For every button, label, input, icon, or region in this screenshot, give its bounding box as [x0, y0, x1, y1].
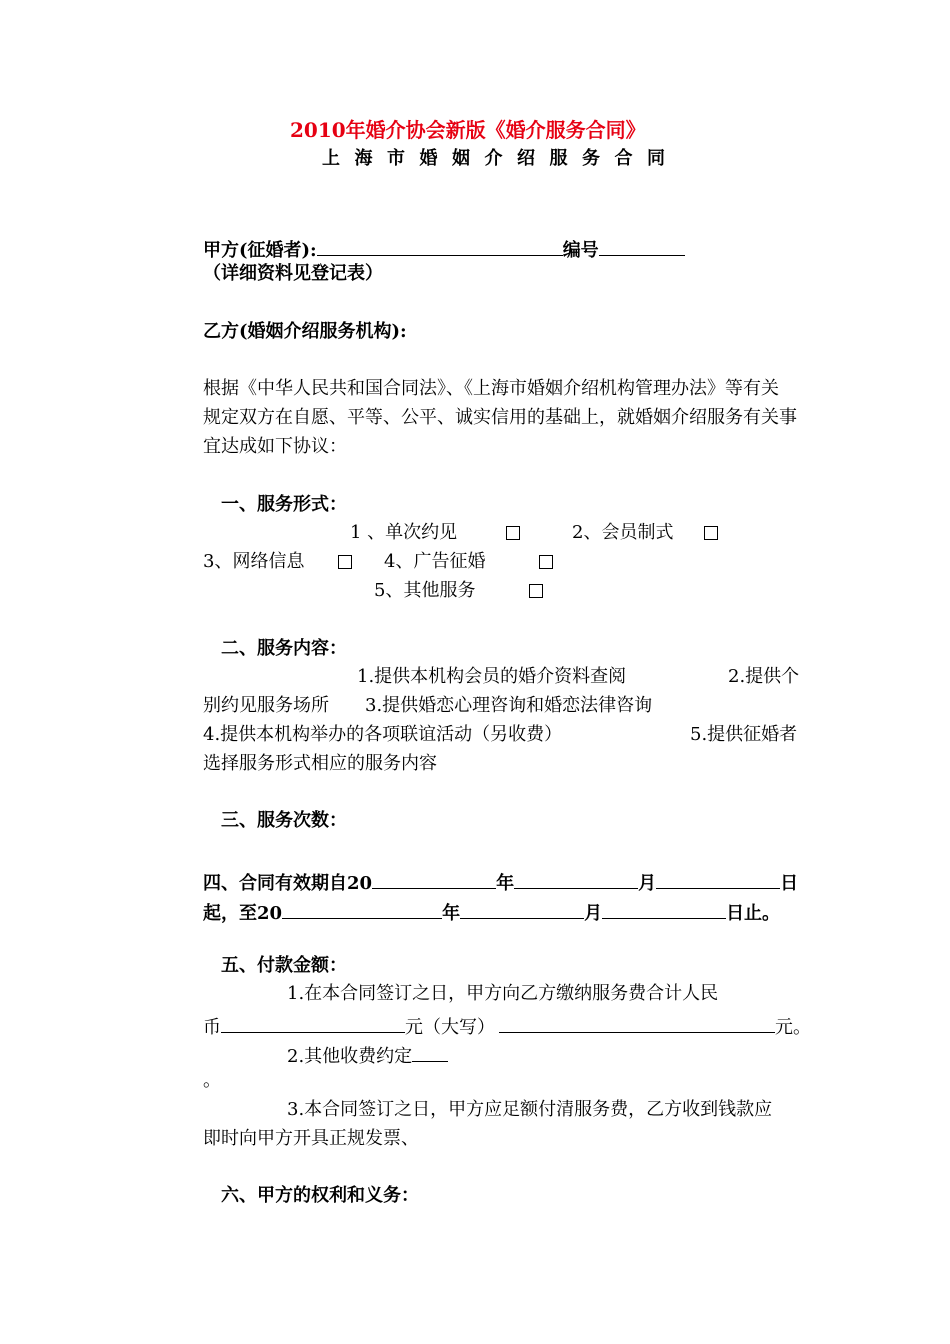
payment-item-3b: 即时向甲方开具正规发票、: [203, 1128, 419, 1149]
year-label: 年: [442, 903, 461, 924]
service-option-4: [384, 553, 485, 571]
section-4-line-2: [203, 900, 780, 923]
service-option-label: 4、广告征婚: [384, 551, 486, 572]
payment-item-3a: 3.本合同签订之日，甲方应足额付清服务费，乙方收到钱款应: [287, 1099, 773, 1120]
amount-figures-blank[interactable]: [221, 1014, 405, 1033]
contract-number-blank[interactable]: [599, 237, 685, 256]
start-day-blank[interactable]: [656, 870, 780, 889]
section-5-heading: 五、付款金额：: [221, 955, 347, 976]
section-6-heading: 六、甲方的权利和义务：: [221, 1185, 419, 1206]
service-option-5: [374, 582, 475, 600]
service-content-item-3: 3.提供婚恋心理咨询和婚恋法律咨询: [365, 695, 653, 716]
service-option-label: 1 、单次约见: [350, 522, 458, 543]
service-option-label: 2、会员制式: [572, 522, 674, 543]
year-label: 年: [496, 873, 515, 894]
party-a-label: 甲方(征婚者):: [203, 240, 317, 261]
amount-words-label: 元（大写）: [405, 1017, 495, 1038]
document-subtitle: 上海市婚姻介绍服务合同: [322, 148, 680, 169]
service-option-2-checkbox[interactable]: [704, 526, 718, 540]
section-2-heading: 二、服务内容：: [221, 638, 347, 659]
other-fees-label: 2.其他收费约定: [287, 1046, 413, 1067]
preamble-line-2: 规定双方在自愿、平等、公平、诚实信用的基础上，就婚姻介绍服务有关事: [203, 407, 797, 428]
service-content-item-2b: 别约见服务场所: [203, 695, 329, 716]
month-label: 月: [638, 873, 657, 894]
section-3-heading: 三、服务次数：: [221, 810, 347, 831]
yuan-label: 元。: [775, 1017, 811, 1038]
section-1-heading: 一、服务形式：: [221, 494, 347, 515]
service-option-5-checkbox[interactable]: [529, 584, 543, 598]
party-a-name-blank[interactable]: [317, 237, 563, 256]
service-content-item-5b: 选择服务形式相应的服务内容: [203, 753, 437, 774]
service-option-1-checkbox[interactable]: [506, 526, 520, 540]
start-year-blank[interactable]: [372, 870, 496, 889]
service-option-label: 3、网络信息: [203, 551, 305, 572]
validity-end-prefix: 起，至20: [203, 903, 283, 924]
service-option-4-checkbox[interactable]: [539, 555, 553, 569]
contract-number-label: 编号: [562, 240, 599, 261]
validity-prefix: 四、合同有效期自20: [203, 873, 373, 894]
end-month-blank[interactable]: [460, 900, 584, 919]
service-option-3: [203, 553, 304, 571]
service-content-item-5a: 5.提供征婚者: [690, 724, 798, 745]
end-day-blank[interactable]: [602, 900, 726, 919]
service-option-3-checkbox[interactable]: [338, 555, 352, 569]
currency-prefix: 币: [203, 1017, 221, 1038]
party-b-label: 乙方(婚姻介绍服务机构):: [203, 321, 407, 342]
party-a-note: （详细资料见登记表）: [203, 263, 383, 284]
payment-item-2: [287, 1043, 448, 1066]
amount-words-blank[interactable]: [499, 1014, 775, 1033]
service-content-item-2a: 2.提供个: [728, 666, 800, 687]
document-title: 2010年婚介协会新版《婚介服务合同》: [290, 118, 646, 142]
preamble-line-3: 宜达成如下协议：: [203, 436, 347, 457]
section-4-line-1: [203, 870, 798, 893]
preamble-line-1: 根据《中华人民共和国合同法》、《上海市婚姻介绍机构管理办法》等有关: [203, 378, 779, 399]
service-option-label: 5、其他服务: [374, 580, 476, 601]
end-year-blank[interactable]: [282, 900, 442, 919]
payment-item-1a: 1.在本合同签订之日，甲方向乙方缴纳服务费合计人民: [287, 983, 719, 1004]
party-a-line: [203, 237, 685, 260]
end-label: 日止。: [726, 903, 781, 924]
payment-item-2-end: 。: [203, 1070, 221, 1091]
service-option-2: [572, 524, 673, 542]
start-month-blank[interactable]: [514, 870, 638, 889]
service-option-1: [350, 524, 457, 542]
service-content-item-1: 1.提供本机构会员的婚介资料查阅: [357, 666, 627, 687]
month-label: 月: [584, 903, 603, 924]
other-fees-blank[interactable]: [412, 1043, 448, 1062]
day-label: 日: [780, 873, 799, 894]
service-content-item-4: 4.提供本机构举办的各项联谊活动（另收费）: [203, 724, 563, 745]
payment-item-1b: [203, 1014, 811, 1037]
